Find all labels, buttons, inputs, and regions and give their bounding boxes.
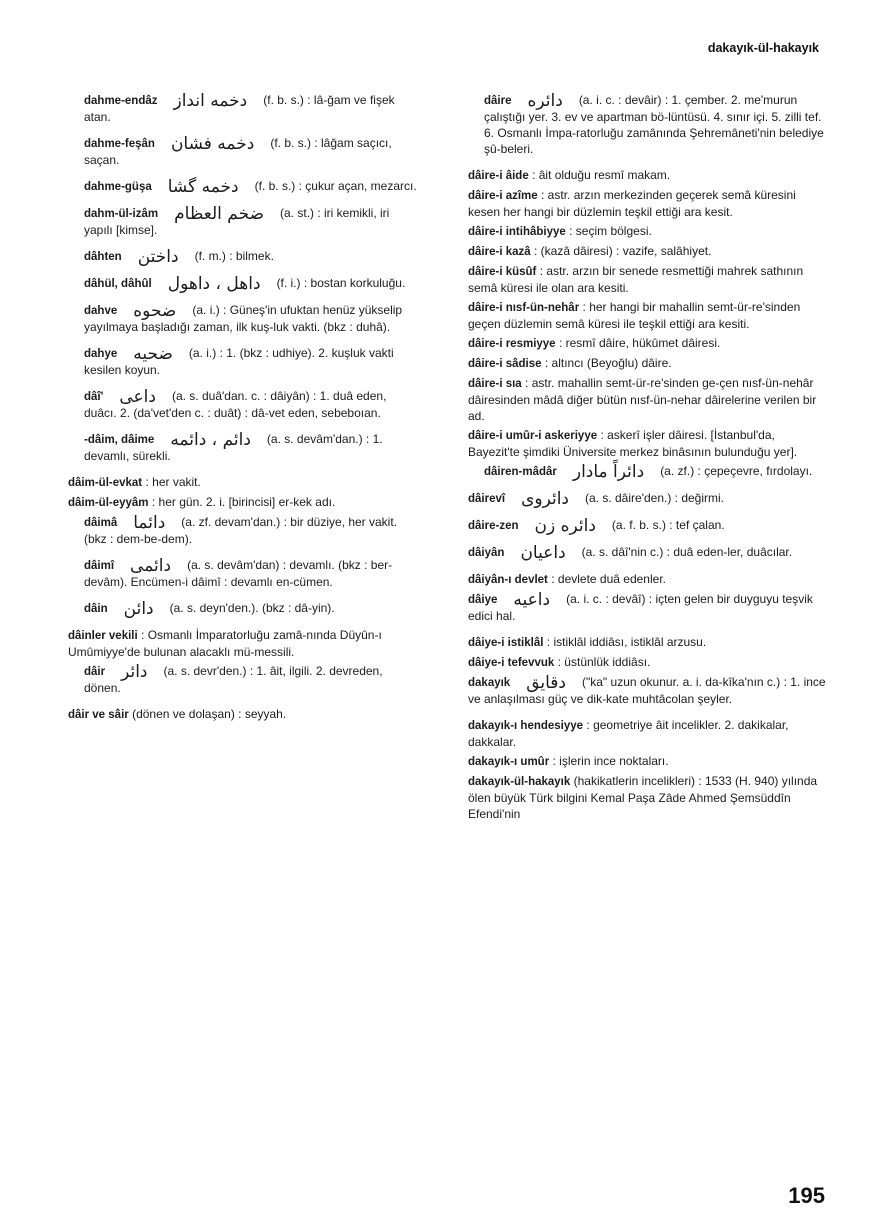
dictionary-entry [450, 517, 828, 534]
entry-definition: (a. f. b. s.) : tef çalan. [611, 518, 725, 532]
entry-headword: dakayık-ı hendesiyye [468, 720, 584, 732]
entry-arabic-script: دائما [133, 513, 166, 533]
dictionary-entry [450, 427, 828, 460]
entry-definition: (hakikatlerin incelikleri) : 1533 (H. 940) yılında ölen büyük Türk bilgini Kemal Paşa Zâde Ahmed Şemsüddîn Efendi'nin [468, 774, 818, 821]
entry-headword: dâir [84, 666, 106, 678]
entry-definition: (a. st.) : iri kemikli, iri yapılı [kimse]. [84, 206, 390, 237]
entry-definition: : Osmanlı İmparatorluğu zamâ-nında Düyûn-ı Umûmiyye'de bulunan alacaklı mü-messili. [68, 628, 382, 659]
entry-definition: (a. zf.) : çepeçevre, fırdolayı. [660, 464, 813, 478]
entry-headword: dâire-i umûr-i askeriyye [468, 430, 598, 442]
entry-headword: dâiyân [468, 547, 505, 559]
dictionary-entry [50, 627, 420, 660]
entry-arabic-script: ضحوه [133, 301, 177, 321]
entry-definition: : istiklâl iddiâsı, istiklâl arzusu. [546, 635, 707, 649]
entry-headword: dâimî [84, 560, 115, 572]
entry-headword: dahm-ül-izâm [84, 208, 159, 220]
entry-headword: dâiren-mâdâr [484, 466, 557, 478]
entry-headword: dâire [484, 95, 512, 107]
entry-arabic-script: دخمه گشا [167, 177, 239, 197]
dictionary-entry [450, 375, 828, 424]
entry-arabic-script: دائروى [521, 489, 569, 509]
dictionary-entry [450, 355, 828, 372]
entry-arabic-script: داعيان [520, 543, 566, 563]
dictionary-entry [50, 706, 420, 723]
entry-headword: dâim-ül-eyyâm [68, 497, 149, 509]
entry-definition: (a. s. dâî'nin c.) : duâ eden-ler, duâcılar. [581, 545, 793, 559]
entry-definition: (a. s. devâm'dan) : devamlı. (bkz : ber-devâm). Encümen-i dâimî : devamlı en-cümen. [84, 558, 393, 589]
entry-definition: (a. s. devâm'dan.) : 1. devamlı, sürekli. [84, 432, 383, 463]
dictionary-entry [50, 431, 420, 464]
entry-arabic-script: داعى [119, 387, 156, 407]
entry-arabic-script: داهل ، داهول [167, 274, 261, 294]
entry-headword: dakayık [468, 677, 511, 689]
entry-headword: dâiyân-ı devlet [468, 574, 548, 586]
entry-headword: dâhül, dâhûl [84, 278, 152, 290]
entry-headword: dâire-i sıa [468, 378, 522, 390]
entry-headword: dâire-i sâdise [468, 358, 542, 370]
dictionary-entry [450, 490, 828, 507]
dictionary-entry [50, 275, 420, 292]
entry-definition: : devlete duâ edenler. [551, 572, 666, 586]
entry-arabic-script: دائم ، دائمه [170, 430, 251, 450]
entry-headword: dâire-zen [468, 520, 519, 532]
entry-headword: dahye [84, 348, 118, 360]
entry-definition: : her vakit. [145, 475, 201, 489]
entry-headword: dâire-i âide [468, 170, 529, 182]
entry-definition: (f. b. s.) : lâ-ğam ve fişek atan. [84, 93, 395, 124]
entry-definition: (a. s. duâ'dan. c. : dâiyân) : 1. duâ eden, duâcı. 2. (da'vet'den c. : duât) : dâ-vet eden, sebeboıan. [84, 389, 387, 420]
entry-definition: : âit olduğu resmî makam. [532, 168, 671, 182]
entry-headword: dâin [84, 603, 108, 615]
entry-definition: : astr. arzın merkezinden geçerek semâ küresini kesen her hangi bir düzlemin teşkil ettiği ara kesit. [468, 188, 796, 219]
entry-definition: (a. i.) : Güneş'in ufuktan henüz yükselip yayılmaya başladığı zaman, ilk kuş-luk vakti. (bkz : duhâ). [84, 303, 403, 334]
entry-definition: : astr. mahallin semt-ür-re'sinden ge-çen nısf-ün-nehâr dâiresinden mâdâ diğer bütün nısf-ün-nehar dâirelerine verilen bir ad. [468, 376, 817, 423]
dictionary-entry [50, 135, 420, 168]
entry-headword: dahve [84, 305, 118, 317]
entry-arabic-script: ضخم العظام [174, 204, 265, 224]
dictionary-entry [450, 187, 828, 220]
dictionary-entry [450, 263, 828, 296]
dictionary-entry [450, 463, 828, 480]
dictionary-entry [50, 494, 420, 511]
entry-definition: ("ka" uzun okunur. a. i. da-kîka'nın c.) : 1. ince ve anlaşılması güç ve dik-kate muhtâcolan şeyler. [468, 675, 826, 706]
entry-headword: dâirevî [468, 493, 506, 505]
dictionary-entry [450, 544, 828, 561]
dictionary-entry [450, 167, 828, 184]
entry-definition: : resmî dâire, hükûmet dâiresi. [558, 336, 721, 350]
dictionary-entry [450, 634, 828, 651]
entry-headword: dâire-i küsûf [468, 266, 537, 278]
entry-definition: (a. i.) : 1. (bkz : udhiye). 2. kuşluk vakti kesilen koyun. [84, 346, 394, 377]
entry-arabic-script: دخمه انداز [173, 91, 248, 111]
entry-arabic-script: ضحيه [133, 344, 173, 364]
dictionary-entry [50, 474, 420, 491]
dictionary-entry [450, 571, 828, 588]
dictionary-entry [450, 243, 828, 260]
dictionary-entry [50, 92, 420, 125]
entry-definition: (a. i. c. : devâî) : içten gelen bir duyguyu teşvik edici hal. [468, 592, 813, 623]
dictionary-entry [50, 178, 420, 195]
dictionary-entry [450, 773, 828, 822]
entry-headword: dâire-i kazâ [468, 246, 531, 258]
dictionary-entry [450, 92, 828, 157]
entry-headword: dâiye-i istiklâl [468, 637, 544, 649]
entry-arabic-script: دائره [527, 91, 563, 111]
entry-arabic-script: دقايق [526, 673, 566, 693]
dictionary-entry [50, 663, 420, 696]
entry-definition: : askerî işler dâiresi. [İstanbul'da, Bayezit'te şimdiki Üniversite merkez binâsının bulunduğu yer]. [468, 428, 798, 459]
dictionary-entry [50, 205, 420, 238]
entry-definition: : (kazâ dâiresi) : vazife, salâhiyet. [534, 244, 712, 258]
dictionary-entry [50, 302, 420, 335]
entry-arabic-script: دخمه فشان [170, 134, 255, 154]
entry-definition: (a. s. devr'den.) : 1. âit, ilgili. 2. devreden, dönen. [84, 664, 383, 695]
entry-arabic-script: دائراً مادار [572, 462, 645, 482]
entry-definition: : astr. arzın bir senede resmettiği mahrek sathının semâ küresi ile olan ara kesiti. [468, 264, 804, 295]
entry-definition: : üstünlük iddiâsı. [557, 655, 651, 669]
entry-arabic-script: دائن [123, 599, 154, 619]
dictionary-entry [450, 335, 828, 352]
dictionary-entry [450, 299, 828, 332]
left-column [50, 92, 420, 726]
entry-definition: : her hangi bir mahallin semt-ür-re'sinden geçen düzlemin semâ küresi ile teşkil ettiği ara kesiti. [468, 300, 801, 331]
entry-definition: (f. i.) : bostan korkuluğu. [276, 276, 406, 290]
entry-headword: dâiye-i tefevvuk [468, 657, 555, 669]
entry-definition: (a. i. c. : devâir) : 1. çember. 2. me'murun çalıştığı yer. 3. ev ve apartman bö-lüntüsü. 4. sınır içi. 5. zilli tef. 6. Osmanlı İmpa-ratorluğu zamânında Şehremâneti'nin belediye şû-beleri. [484, 93, 824, 156]
dictionary-entry [50, 600, 420, 617]
entry-definition: : işlerin ince noktaları. [552, 754, 669, 768]
dictionary-entry [50, 388, 420, 421]
entry-arabic-script: داختن [137, 247, 179, 267]
dictionary-entry [50, 514, 420, 547]
entry-headword: dâire-i resmiyye [468, 338, 556, 350]
entry-headword: dâinler vekili [68, 630, 138, 642]
entry-headword: dâire-i intihâbiyye [468, 226, 566, 238]
entry-headword: dâim-ül-evkat [68, 477, 143, 489]
dictionary-entry [450, 717, 828, 750]
right-column [450, 92, 828, 825]
entry-headword: dakayık-ül-hakayık [468, 776, 571, 788]
dictionary-entry [450, 654, 828, 671]
entry-headword: dahme-feşân [84, 138, 155, 150]
entry-definition: (a. s. dâire'den.) : değirmi. [585, 491, 725, 505]
entry-headword: dâire-i nısf-ün-nehâr [468, 302, 580, 314]
entry-headword: dahme-endâz [84, 95, 158, 107]
entry-headword: dâhten [84, 251, 122, 263]
dictionary-entry [50, 557, 420, 590]
entry-definition: : her gün. 2. i. [birincisi] er-kek adı. [151, 495, 336, 509]
entry-headword: dâir ve sâir [68, 709, 129, 721]
entry-definition: (a. s. deyn'den.). (bkz : dâ-yin). [169, 601, 335, 615]
entry-headword: dahme-güşa [84, 181, 152, 193]
entry-definition: (dönen ve dolaşan) : seyyah. [132, 707, 287, 721]
entry-headword: dâiye [468, 594, 498, 606]
dictionary-entry [450, 223, 828, 240]
entry-arabic-script: دائره زن [534, 516, 596, 536]
dictionary-entry [450, 591, 828, 624]
entry-headword: dâimâ [84, 517, 118, 529]
running-header: dakayık-ül-hakayık [707, 41, 819, 55]
entry-definition: : geometriye âit incelikler. 2. dakikalar, dakkalar. [468, 718, 789, 749]
entry-definition: : altıncı (Beyoğlu) dâire. [544, 356, 672, 370]
dictionary-entry [50, 345, 420, 378]
dictionary-entry [50, 248, 420, 265]
entry-headword: dâî' [84, 391, 104, 403]
page-number: 195 [788, 1183, 825, 1208]
entry-definition: (f. m.) : bilmek. [194, 249, 274, 263]
dictionary-entry [450, 753, 828, 770]
entry-headword: dakayık-ı umûr [468, 756, 550, 768]
entry-headword: dâire-i azîme [468, 190, 538, 202]
entry-arabic-script: دائمى [130, 556, 172, 576]
entry-definition: (f. b. s.) : çukur açan, mezarcı. [254, 179, 417, 193]
entry-headword: -dâim, dâime [84, 434, 155, 446]
entry-definition: (f. b. s.) : lâğam saçıcı, saçan. [84, 136, 392, 167]
entry-arabic-script: دائر [121, 662, 148, 682]
dictionary-entry [450, 674, 828, 707]
entry-definition: : seçim bölgesi. [569, 224, 652, 238]
entry-arabic-script: داعيه [513, 590, 551, 610]
entry-definition: (a. zf. devam'dan.) : bir düziye, her vakit. (bkz : dem-be-dem). [84, 515, 398, 546]
